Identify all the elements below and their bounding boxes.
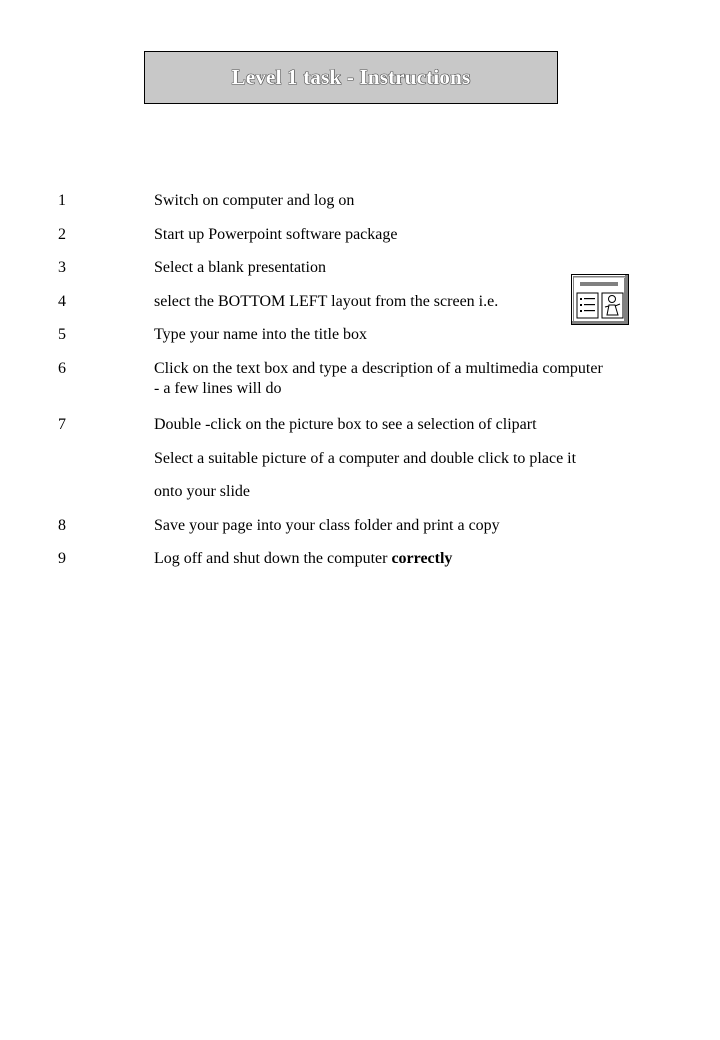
step-text-block xyxy=(154,549,694,569)
step-text: Double -click on the picture box to see a selection of clipart xyxy=(154,416,537,433)
step-text: Start up Powerpoint software package xyxy=(154,226,398,243)
title-box xyxy=(144,51,558,104)
step-number: 8 xyxy=(58,517,66,534)
step-number: 4 xyxy=(58,293,66,310)
step-text: Save your page into your class folder and print a copy xyxy=(154,517,500,534)
step-text: Log off and shut down the computer xyxy=(154,550,392,567)
step-text: Select a blank presentation xyxy=(154,259,326,276)
bottom-left-layout-icon xyxy=(571,274,629,325)
step-text: Switch on computer and log on xyxy=(154,192,355,209)
step-number: 9 xyxy=(58,550,66,567)
step-number: 5 xyxy=(58,326,66,343)
step-text-continued: - a few lines will do xyxy=(154,380,282,397)
emphasis-text: correctly xyxy=(391,550,453,567)
step-number: 6 xyxy=(58,360,66,377)
step-number: 3 xyxy=(58,259,66,276)
step-text: onto your slide xyxy=(154,483,250,500)
step-text: Click on the text box and type a description of a multimedia computer xyxy=(154,360,603,377)
page-title: Level 1 task - Instructions xyxy=(231,65,471,89)
step-number: 1 xyxy=(58,192,66,209)
step-text: Select a suitable picture of a computer and double click to place it xyxy=(154,450,577,467)
step-number: 7 xyxy=(58,416,66,433)
step-text: select the BOTTOM LEFT layout from the screen i.e. xyxy=(154,293,499,310)
step-number: 2 xyxy=(58,226,66,243)
step-text-block xyxy=(154,359,694,399)
step-text: Type your name into the title box xyxy=(154,326,368,343)
